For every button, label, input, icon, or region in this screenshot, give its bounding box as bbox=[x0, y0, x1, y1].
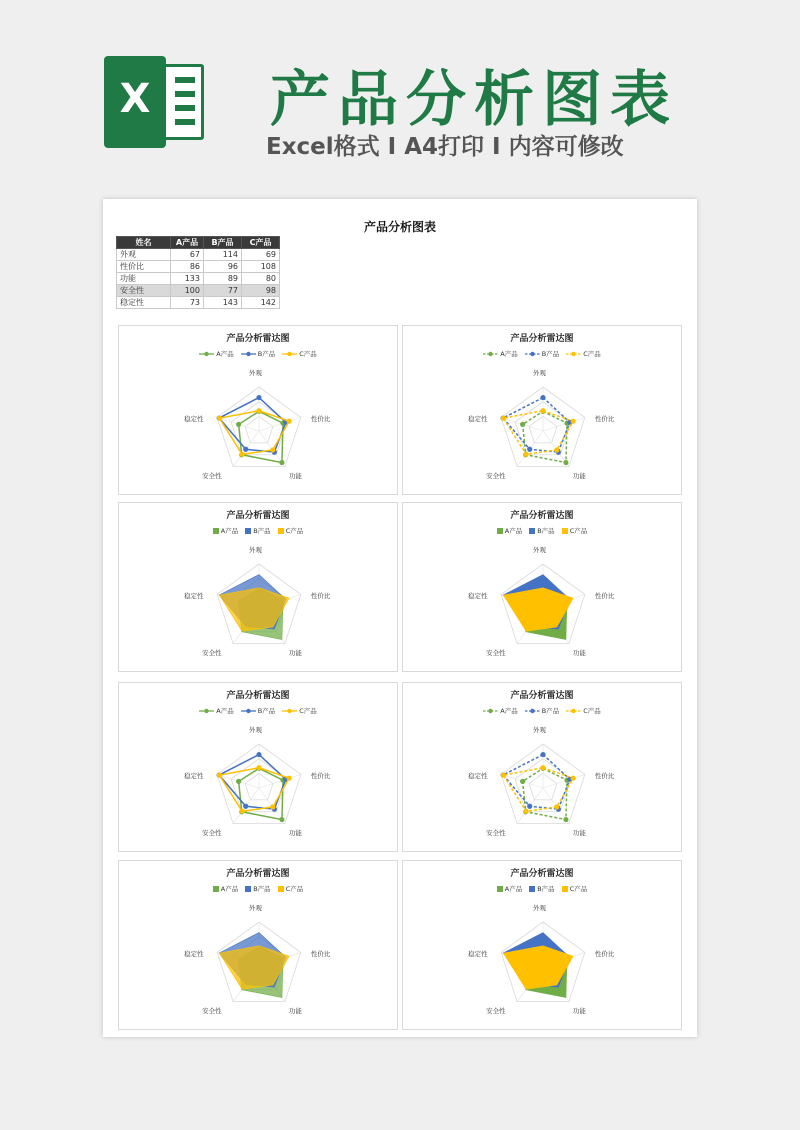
table-header: A产品 bbox=[171, 237, 204, 249]
chart-title: 产品分析雷达图 bbox=[226, 869, 290, 879]
table-cell: 143 bbox=[204, 297, 242, 309]
row-label: 安全性 bbox=[117, 285, 171, 297]
data-point bbox=[240, 809, 245, 814]
radar-chart bbox=[402, 502, 682, 672]
data-point bbox=[540, 395, 545, 400]
radar-plot bbox=[119, 503, 399, 673]
axis-label: 安全性 bbox=[486, 471, 506, 480]
radar-chart bbox=[402, 682, 682, 852]
data-point bbox=[243, 804, 248, 809]
axis-label: 稳定性 bbox=[184, 592, 204, 601]
axis-label: 功能 bbox=[572, 828, 586, 837]
axis-label: 外观 bbox=[533, 369, 546, 377]
chart-title: 产品分析雷达图 bbox=[226, 691, 290, 701]
data-point bbox=[520, 422, 525, 427]
legend-label: C产品 bbox=[285, 527, 304, 535]
data-point bbox=[571, 776, 576, 781]
axis-label: 外观 bbox=[533, 904, 546, 912]
legend-label: B产品 bbox=[253, 885, 271, 893]
data-point bbox=[501, 773, 506, 778]
legend-label: B产品 bbox=[257, 707, 276, 715]
table-row bbox=[117, 297, 280, 309]
axis-label: 安全性 bbox=[486, 828, 506, 837]
document-title: 产品分析图表 bbox=[363, 220, 436, 234]
legend-label: C产品 bbox=[583, 707, 601, 715]
row-label: 性价比 bbox=[117, 261, 171, 273]
table-cell: 96 bbox=[204, 261, 242, 273]
data-point bbox=[527, 447, 532, 452]
data-point bbox=[571, 419, 576, 424]
radar-chart bbox=[118, 682, 398, 852]
axis-label: 性价比 bbox=[310, 592, 331, 601]
table-cell: 108 bbox=[242, 261, 280, 273]
page-subtitle: Excel格式 I A4打印 I 内容可修改 bbox=[266, 134, 624, 160]
table-header: 姓名 bbox=[117, 237, 171, 249]
table-header: B产品 bbox=[204, 237, 242, 249]
axis-label: 安全性 bbox=[202, 828, 222, 837]
data-point bbox=[256, 765, 261, 770]
radar-plot bbox=[403, 326, 683, 496]
table-cell: 67 bbox=[171, 249, 204, 261]
data-point bbox=[256, 395, 261, 400]
table-cell: 86 bbox=[171, 261, 204, 273]
axis-label: 外观 bbox=[249, 904, 262, 912]
axis-label: 稳定性 bbox=[468, 592, 488, 601]
data-point bbox=[287, 419, 292, 424]
radar-spoke bbox=[543, 774, 585, 788]
axis-label: 功能 bbox=[288, 1006, 302, 1015]
data-point bbox=[243, 447, 248, 452]
data-point bbox=[563, 817, 568, 822]
data-point bbox=[524, 809, 529, 814]
legend-label: A产品 bbox=[504, 527, 523, 535]
axis-label: 稳定性 bbox=[468, 772, 488, 781]
axis-label: 稳定性 bbox=[468, 950, 488, 959]
radar-chart bbox=[402, 325, 682, 495]
axis-label: 稳定性 bbox=[184, 772, 204, 781]
data-point bbox=[279, 817, 284, 822]
radar-chart bbox=[118, 860, 398, 1030]
series-line bbox=[503, 398, 570, 453]
axis-label: 安全性 bbox=[486, 1006, 506, 1015]
legend-label: A产品 bbox=[220, 885, 239, 893]
radar-plot bbox=[403, 683, 683, 853]
axis-label: 稳定性 bbox=[184, 415, 204, 424]
data-point bbox=[236, 422, 241, 427]
radar-plot bbox=[119, 326, 399, 496]
data-point bbox=[540, 752, 545, 757]
chart-title: 产品分析雷达图 bbox=[510, 691, 574, 701]
axis-label: 性价比 bbox=[310, 950, 331, 959]
axis-label: 外观 bbox=[249, 546, 262, 554]
axis-label: 外观 bbox=[533, 546, 546, 554]
table-cell: 98 bbox=[242, 285, 280, 297]
axis-label: 性价比 bbox=[594, 772, 615, 781]
data-point bbox=[279, 460, 284, 465]
data-point bbox=[217, 416, 222, 421]
table-cell: 80 bbox=[242, 273, 280, 285]
data-point bbox=[236, 779, 241, 784]
legend-label: A产品 bbox=[500, 707, 518, 715]
page-title: 产品分析图表 bbox=[270, 65, 678, 135]
table-cell: 114 bbox=[204, 249, 242, 261]
chart-title: 产品分析雷达图 bbox=[510, 334, 574, 344]
data-point bbox=[287, 776, 292, 781]
data-point bbox=[540, 765, 545, 770]
series-line bbox=[503, 755, 570, 810]
chart-title: 产品分析雷达图 bbox=[510, 511, 574, 521]
excel-logo-icon bbox=[104, 56, 204, 148]
chart-title: 产品分析雷达图 bbox=[226, 334, 290, 344]
table-cell: 77 bbox=[204, 285, 242, 297]
legend-label: A产品 bbox=[500, 350, 518, 358]
axis-label: 功能 bbox=[288, 648, 302, 657]
table-header: C产品 bbox=[242, 237, 280, 249]
axis-label: 安全性 bbox=[486, 648, 506, 657]
radar-plot bbox=[119, 683, 399, 853]
axis-label: 安全性 bbox=[202, 1006, 222, 1015]
legend-label: A产品 bbox=[504, 885, 523, 893]
radar-plot bbox=[403, 503, 683, 673]
legend-label: A产品 bbox=[216, 350, 234, 358]
data-point bbox=[256, 408, 261, 413]
data-point bbox=[527, 804, 532, 809]
radar-spoke bbox=[259, 774, 301, 788]
axis-label: 外观 bbox=[533, 726, 546, 734]
legend-label: C产品 bbox=[569, 885, 588, 893]
axis-label: 安全性 bbox=[202, 648, 222, 657]
legend-label: C产品 bbox=[569, 527, 588, 535]
data-point bbox=[240, 452, 245, 457]
legend-label: B产品 bbox=[257, 350, 276, 358]
radar-chart bbox=[118, 325, 398, 495]
data-table bbox=[116, 236, 280, 309]
data-point bbox=[256, 752, 261, 757]
row-label: 稳定性 bbox=[117, 297, 171, 309]
legend-label: B产品 bbox=[253, 527, 271, 535]
document-sheet bbox=[103, 199, 697, 1037]
data-point bbox=[524, 452, 529, 457]
legend-label: B产品 bbox=[537, 885, 555, 893]
legend-label: C产品 bbox=[299, 707, 317, 715]
row-label: 功能 bbox=[117, 273, 171, 285]
table-row bbox=[117, 249, 280, 261]
axis-label: 稳定性 bbox=[468, 415, 488, 424]
table-cell: 69 bbox=[242, 249, 280, 261]
table-cell: 133 bbox=[171, 273, 204, 285]
radar-chart bbox=[402, 860, 682, 1030]
data-point bbox=[563, 460, 568, 465]
axis-label: 性价比 bbox=[594, 950, 615, 959]
axis-label: 功能 bbox=[572, 1006, 586, 1015]
legend-label: C产品 bbox=[299, 350, 317, 358]
axis-label: 外观 bbox=[249, 726, 262, 734]
radar-spoke bbox=[259, 417, 301, 431]
table-row bbox=[117, 285, 280, 297]
legend-label: B产品 bbox=[537, 527, 555, 535]
legend-label: B产品 bbox=[541, 707, 560, 715]
data-point bbox=[270, 804, 275, 809]
legend-label: C产品 bbox=[583, 350, 601, 358]
axis-label: 稳定性 bbox=[184, 950, 204, 959]
data-point bbox=[554, 447, 559, 452]
axis-label: 性价比 bbox=[310, 415, 331, 424]
legend-label: A产品 bbox=[216, 707, 234, 715]
data-point bbox=[270, 447, 275, 452]
legend-label: B产品 bbox=[541, 350, 560, 358]
data-point bbox=[217, 773, 222, 778]
table-row bbox=[117, 273, 280, 285]
data-point bbox=[520, 779, 525, 784]
row-label: 外观 bbox=[117, 249, 171, 261]
table-cell: 142 bbox=[242, 297, 280, 309]
radar-chart bbox=[118, 502, 398, 672]
data-point bbox=[554, 804, 559, 809]
axis-label: 性价比 bbox=[594, 415, 615, 424]
legend-label: A产品 bbox=[220, 527, 239, 535]
axis-label: 功能 bbox=[572, 471, 586, 480]
axis-label: 外观 bbox=[249, 369, 262, 377]
axis-label: 功能 bbox=[572, 648, 586, 657]
excel-x-badge: X bbox=[104, 56, 166, 148]
chart-title: 产品分析雷达图 bbox=[510, 869, 574, 879]
axis-label: 安全性 bbox=[202, 471, 222, 480]
table-cell: 73 bbox=[171, 297, 204, 309]
chart-title: 产品分析雷达图 bbox=[226, 511, 290, 521]
axis-label: 功能 bbox=[288, 471, 302, 480]
radar-plot bbox=[403, 861, 683, 1031]
table-row bbox=[117, 261, 280, 273]
data-point bbox=[540, 408, 545, 413]
table-cell: 100 bbox=[171, 285, 204, 297]
radar-plot bbox=[119, 861, 399, 1031]
axis-label: 性价比 bbox=[594, 592, 615, 601]
axis-label: 功能 bbox=[288, 828, 302, 837]
axis-label: 性价比 bbox=[310, 772, 331, 781]
data-point bbox=[501, 416, 506, 421]
table-cell: 89 bbox=[204, 273, 242, 285]
radar-spoke bbox=[543, 417, 585, 431]
legend-label: C产品 bbox=[285, 885, 304, 893]
